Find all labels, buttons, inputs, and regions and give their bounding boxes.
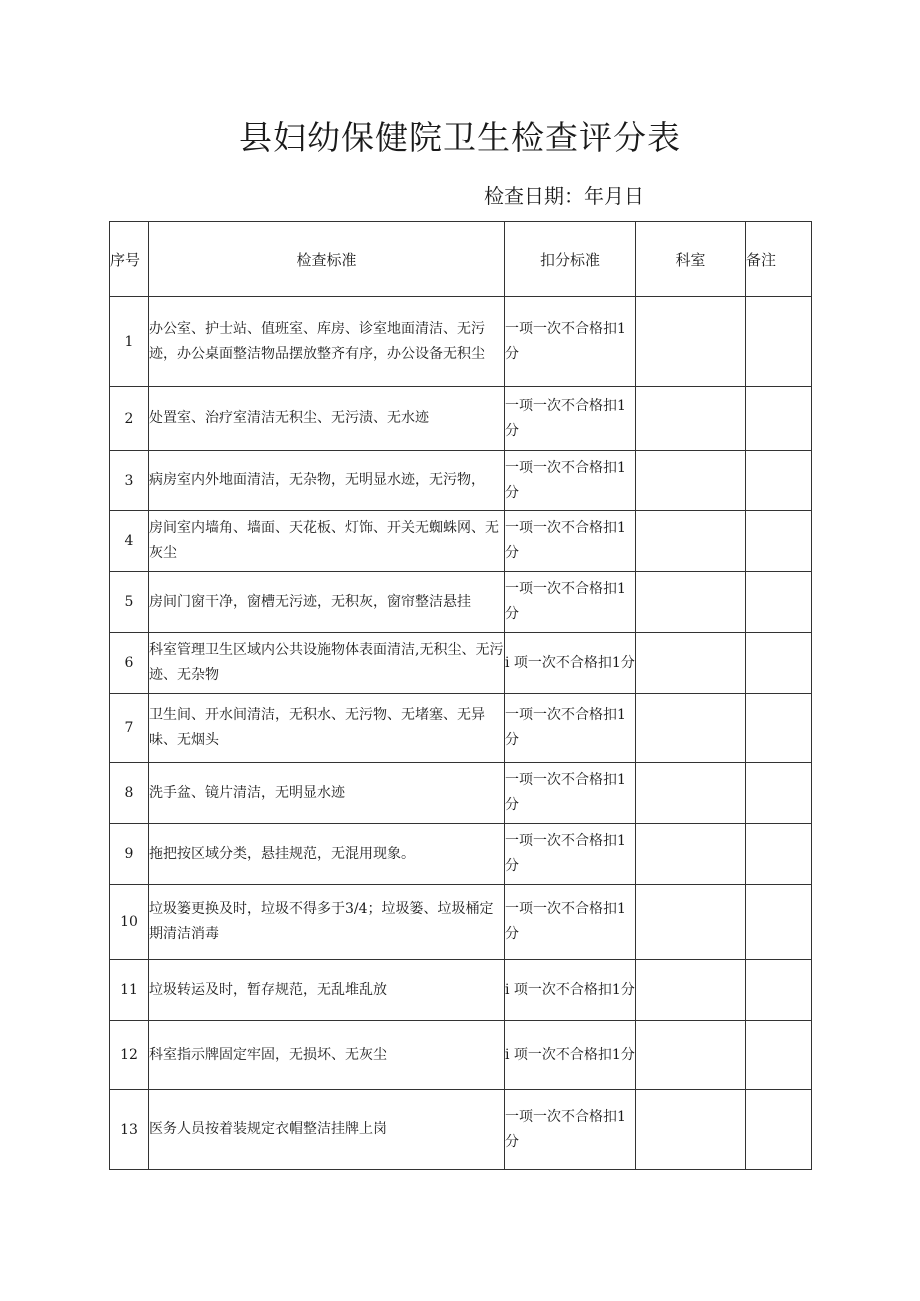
row-department-cell[interactable] (636, 885, 746, 960)
row-deduction: 一项一次不合格扣1分 (505, 387, 636, 451)
header-note: 备注 (746, 222, 812, 297)
row-deduction: 一项一次不合格扣1分 (505, 572, 636, 633)
row-note-cell[interactable] (746, 387, 812, 451)
row-standard: 垃圾转运及时，暂存规范，无乱堆乱放 (149, 960, 505, 1021)
row-department-cell[interactable] (636, 511, 746, 572)
table-row (110, 451, 812, 511)
row-number: 5 (110, 572, 149, 633)
table-row (110, 1090, 812, 1170)
header-deduction: 扣分标准 (505, 222, 636, 297)
row-number: 2 (110, 387, 149, 451)
row-department-cell[interactable] (636, 1090, 746, 1170)
row-deduction: 一项一次不合格扣1分 (505, 451, 636, 511)
header-department: 科室 (636, 222, 746, 297)
row-number: 13 (110, 1090, 149, 1170)
row-note-cell[interactable] (746, 960, 812, 1021)
row-standard: 医务人员按着装规定衣帽整洁挂牌上岗 (149, 1090, 505, 1170)
row-deduction: 一项一次不合格扣1分 (505, 763, 636, 824)
row-department-cell[interactable] (636, 824, 746, 885)
row-department-cell[interactable] (636, 694, 746, 763)
row-note-cell[interactable] (746, 763, 812, 824)
header-no: 序号 (110, 222, 149, 297)
row-number: 10 (110, 885, 149, 960)
table-row (110, 960, 812, 1021)
row-standard: 科室管理卫生区域内公共设施物体表面清洁,无积尘、无污迹、无杂物 (149, 633, 505, 694)
row-deduction: i 项一次不合格扣1分 (505, 1021, 636, 1090)
row-note-cell[interactable] (746, 885, 812, 960)
page-title: 县妇幼保健院卫生检查评分表 (239, 118, 681, 157)
row-department-cell[interactable] (636, 572, 746, 633)
row-standard: 科室指示牌固定牢固，无损坏、无灰尘 (149, 1021, 505, 1090)
row-note-cell[interactable] (746, 633, 812, 694)
inspection-date-label: 检查日期：年月日 (484, 184, 644, 208)
row-number: 12 (110, 1021, 149, 1090)
row-note-cell[interactable] (746, 572, 812, 633)
row-deduction: 一项一次不合格扣1分 (505, 824, 636, 885)
table-row (110, 763, 812, 824)
row-standard: 拖把按区域分类，悬挂规范，无混用现象。 (149, 824, 505, 885)
table-row (110, 511, 812, 572)
row-note-cell[interactable] (746, 694, 812, 763)
table-row (110, 824, 812, 885)
row-standard: 病房室内外地面清洁，无杂物，无明显水迹，无污物， (149, 451, 505, 511)
header-standard: 检查标准 (149, 222, 505, 297)
row-deduction: 一项一次不合格扣1分 (505, 694, 636, 763)
row-deduction: 一项一次不合格扣1分 (505, 297, 636, 387)
row-deduction: i 项一次不合格扣1分 (505, 633, 636, 694)
row-note-cell[interactable] (746, 824, 812, 885)
row-department-cell[interactable] (636, 451, 746, 511)
table-header-row (110, 222, 812, 297)
table-row (110, 297, 812, 387)
row-number: 1 (110, 297, 149, 387)
inspection-score-table (109, 221, 812, 1170)
row-department-cell[interactable] (636, 1021, 746, 1090)
row-note-cell[interactable] (746, 1090, 812, 1170)
row-number: 3 (110, 451, 149, 511)
row-department-cell[interactable] (636, 633, 746, 694)
row-number: 7 (110, 694, 149, 763)
row-department-cell[interactable] (636, 763, 746, 824)
row-number: 9 (110, 824, 149, 885)
row-deduction: 一项一次不合格扣1分 (505, 1090, 636, 1170)
row-standard: 洗手盆、镜片清洁，无明显水迹 (149, 763, 505, 824)
table-row (110, 387, 812, 451)
row-note-cell[interactable] (746, 511, 812, 572)
row-number: 4 (110, 511, 149, 572)
row-standard: 房间室内墙角、墙面、天花板、灯饰、开关无蜘蛛网、无灰尘 (149, 511, 505, 572)
row-note-cell[interactable] (746, 297, 812, 387)
row-department-cell[interactable] (636, 387, 746, 451)
row-deduction: i 项一次不合格扣1分 (505, 960, 636, 1021)
row-note-cell[interactable] (746, 451, 812, 511)
row-number: 8 (110, 763, 149, 824)
row-standard: 办公室、护士站、值班室、库房、诊室地面清洁、无污迹，办公桌面整洁物品摆放整齐有序，办公设备无积尘 (149, 297, 505, 387)
row-note-cell[interactable] (746, 1021, 812, 1090)
row-number: 11 (110, 960, 149, 1021)
row-deduction: 一项一次不合格扣1分 (505, 885, 636, 960)
row-standard: 处置室、治疗室清洁无积尘、无污渍、无水迹 (149, 387, 505, 451)
table-row (110, 1021, 812, 1090)
row-standard: 房间门窗干净，窗槽无污迹，无积灰，窗帘整洁悬挂 (149, 572, 505, 633)
table-row (110, 694, 812, 763)
row-deduction: 一项一次不合格扣1分 (505, 511, 636, 572)
table-row (110, 633, 812, 694)
row-department-cell[interactable] (636, 297, 746, 387)
table-row (110, 572, 812, 633)
row-standard: 垃圾篓更换及时，垃圾不得多于3/4；垃圾篓、垃圾桶定期清洁消毒 (149, 885, 505, 960)
row-department-cell[interactable] (636, 960, 746, 1021)
table-row (110, 885, 812, 960)
row-number: 6 (110, 633, 149, 694)
row-standard: 卫生间、开水间清洁，无积水、无污物、无堵塞、无异味、无烟头 (149, 694, 505, 763)
